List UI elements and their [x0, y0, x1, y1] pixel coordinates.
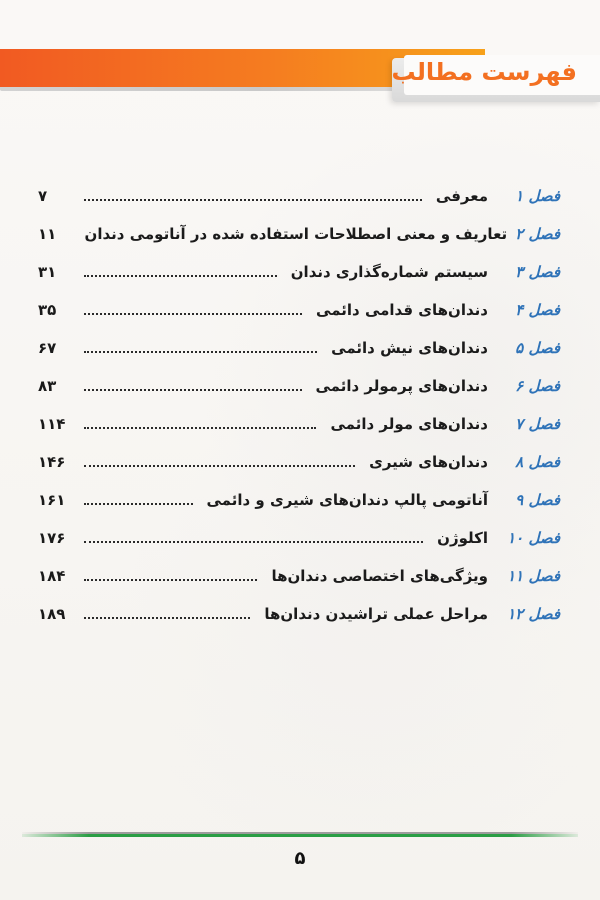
toc-dot-leader	[84, 617, 250, 619]
toc-row	[38, 332, 560, 358]
toc-dot-leader	[84, 503, 193, 505]
toc-title: دندان‌های قدامی دائمی	[316, 301, 488, 319]
toc-title: دندان‌های نیش دائمی	[331, 339, 488, 357]
toc-row	[38, 370, 560, 396]
footer-green-line	[22, 834, 578, 837]
toc-title: تعاریف و معنی اصطلاحات استفاده شده در آناتومی دندان	[84, 225, 508, 243]
toc-page-number: ۱۱	[38, 225, 57, 243]
toc-row	[38, 408, 560, 434]
toc-row	[38, 446, 560, 472]
chapter-label: فصل ۱	[515, 187, 560, 205]
toc-page-number: ۳۵	[38, 301, 57, 319]
toc-page-number: ۱۸۴	[38, 567, 66, 585]
toc-row	[38, 560, 560, 586]
toc-title: ویژگی‌های اختصاصی دندان‌ها	[271, 567, 488, 585]
chapter-label: فصل ۱۲	[507, 605, 560, 623]
chapter-label: فصل ۸	[515, 453, 560, 471]
toc-row	[38, 218, 560, 244]
toc-dot-leader	[84, 275, 277, 277]
header-banner	[0, 49, 600, 99]
chapter-label: فصل ۱۱	[507, 567, 560, 585]
toc-dot-leader	[84, 351, 317, 353]
toc-row	[38, 598, 560, 624]
table-of-contents	[38, 180, 560, 630]
toc-row	[38, 180, 560, 206]
toc-page-number: ۱۷۶	[38, 529, 66, 547]
toc-dot-leader	[84, 465, 355, 467]
toc-dot-leader	[84, 199, 422, 201]
toc-page-number: ۱۴۶	[38, 453, 66, 471]
toc-title: آناتومی پالپ دندان‌های شیری و دائمی	[206, 491, 488, 509]
toc-dot-leader	[84, 313, 302, 315]
toc-row	[38, 484, 560, 510]
chapter-label: فصل ۴	[515, 301, 560, 319]
toc-title: سیستم شماره‌گذاری دندان	[290, 263, 488, 281]
toc-title: معرفی	[435, 187, 488, 205]
page-title: فهرست مطالب	[391, 58, 577, 86]
page-number: ۵	[294, 848, 306, 869]
toc-page-number: ۶۷	[38, 339, 57, 357]
toc-title: دندان‌های پرمولر دائمی	[315, 377, 488, 395]
chapter-label: فصل ۳	[515, 263, 560, 281]
toc-row	[38, 256, 560, 282]
toc-title: اکلوژن	[437, 529, 488, 547]
chapter-label: فصل ۵	[515, 339, 560, 357]
toc-row	[38, 294, 560, 320]
toc-page-number: ۱۶۱	[38, 491, 66, 509]
chapter-label: فصل ۲	[515, 225, 560, 243]
toc-dot-leader	[84, 389, 302, 391]
toc-page-number: ۱۱۴	[38, 415, 66, 433]
toc-dot-leader	[84, 541, 423, 543]
chapter-label: فصل ۷	[515, 415, 560, 433]
toc-page-number: ۱۸۹	[38, 605, 66, 623]
toc-dot-leader	[84, 427, 316, 429]
toc-title: دندان‌های شیری	[369, 453, 488, 471]
toc-title: مراحل عملی تراشیدن دندان‌ها	[264, 605, 488, 623]
toc-page-number: ۸۳	[38, 377, 57, 395]
toc-dot-leader	[84, 579, 257, 581]
toc-page-number: ۷	[38, 187, 48, 205]
toc-page-number: ۳۱	[38, 263, 57, 281]
chapter-label: فصل ۶	[515, 377, 560, 395]
chapter-label: فصل ۱۰	[507, 529, 560, 547]
toc-title: دندان‌های مولر دائمی	[330, 415, 488, 433]
chapter-label: فصل ۹	[515, 491, 560, 509]
toc-row	[38, 522, 560, 548]
